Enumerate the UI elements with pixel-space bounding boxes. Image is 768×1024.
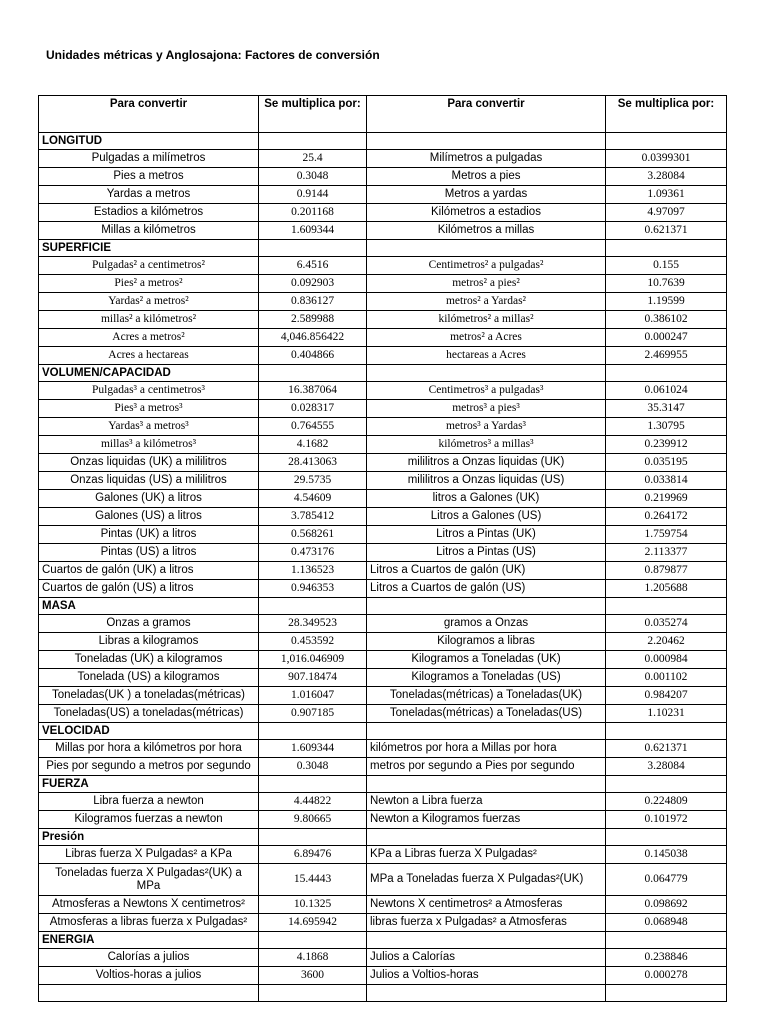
conversion-table-body [39,96,727,1002]
empty-cell [259,133,367,150]
factor-cell: 907.18474 [259,669,367,687]
from-unit-cell: Calorías a julios [39,949,259,967]
factor-cell: 0.3048 [259,758,367,776]
from-unit-cell: Galones (UK) a litros [39,490,259,508]
section-row [39,932,727,949]
empty-cell [367,985,606,1002]
to-unit-cell: Kilogramos a Toneladas (US) [367,669,606,687]
to-unit-cell: KPa a Libras fuerza X Pulgadas² [367,846,606,864]
empty-cell [367,829,606,846]
table-row [39,436,727,454]
section-row [39,829,727,846]
empty-cell [39,985,259,1002]
factor-cell: 16.387064 [259,382,367,400]
factor-cell: 0.028317 [259,400,367,418]
inverse-factor-cell: 1.205688 [606,580,727,598]
table-row [39,758,727,776]
header-multiplica-2: Se multiplica por: [606,96,727,133]
table-row [39,472,727,490]
factor-cell: 1.609344 [259,740,367,758]
to-unit-cell: metros³ a pies³ [367,400,606,418]
inverse-factor-cell: 0.000278 [606,967,727,985]
inverse-factor-cell: 0.145038 [606,846,727,864]
to-unit-cell: Metros a yardas [367,186,606,204]
table-row [39,687,727,705]
empty-cell [367,365,606,382]
table-row [39,740,727,758]
inverse-factor-cell: 10.7639 [606,275,727,293]
to-unit-cell: Newton a Kilogramos fuerzas [367,811,606,829]
inverse-factor-cell: 0.0399301 [606,150,727,168]
inverse-factor-cell: 0.061024 [606,382,727,400]
empty-row [39,985,727,1002]
to-unit-cell: mililitros a Onzas liquidas (US) [367,472,606,490]
to-unit-cell: Kilogramos a libras [367,633,606,651]
inverse-factor-cell: 0.238846 [606,949,727,967]
from-unit-cell: Atmosferas a Newtons X centimetros² [39,896,259,914]
table-row [39,329,727,347]
empty-cell [606,365,727,382]
inverse-factor-cell: 0.068948 [606,914,727,932]
from-unit-cell: Atmosferas a libras fuerza x Pulgadas² [39,914,259,932]
from-unit-cell: Onzas liquidas (UK) a mililitros [39,454,259,472]
table-row [39,222,727,240]
to-unit-cell: metros³ a Yardas³ [367,418,606,436]
from-unit-cell: Pies a metros [39,168,259,186]
header-multiplica-1: Se multiplica por: [259,96,367,133]
table-row [39,311,727,329]
table-row [39,204,727,222]
factor-cell: 3600 [259,967,367,985]
table-row [39,949,727,967]
empty-cell [259,829,367,846]
table-row [39,168,727,186]
factor-cell: 1.016047 [259,687,367,705]
to-unit-cell: Toneladas(métricas) a Toneladas(UK) [367,687,606,705]
factor-cell: 25.4 [259,150,367,168]
to-unit-cell: kilómetros por hora a Millas por hora [367,740,606,758]
empty-cell [259,240,367,257]
table-row [39,864,727,896]
inverse-factor-cell: 0.224809 [606,793,727,811]
inverse-factor-cell: 0.239912 [606,436,727,454]
from-unit-cell: Pies³ a metros³ [39,400,259,418]
inverse-factor-cell: 0.001102 [606,669,727,687]
factor-cell: 4,046.856422 [259,329,367,347]
to-unit-cell: metros² a pies² [367,275,606,293]
section-row [39,240,727,257]
factor-cell: 1,016.046909 [259,651,367,669]
to-unit-cell: Julios a Voltios-horas [367,967,606,985]
inverse-factor-cell: 3.28084 [606,168,727,186]
factor-cell: 0.836127 [259,293,367,311]
to-unit-cell: Kilogramos a Toneladas (UK) [367,651,606,669]
to-unit-cell: Litros a Pintas (US) [367,544,606,562]
to-unit-cell: Newtons X centimetros² a Atmosferas [367,896,606,914]
inverse-factor-cell: 1.19599 [606,293,727,311]
inverse-factor-cell: 0.098692 [606,896,727,914]
from-unit-cell: Pintas (US) a litros [39,544,259,562]
from-unit-cell: Yardas² a metros² [39,293,259,311]
empty-cell [606,829,727,846]
factor-cell: 4.1682 [259,436,367,454]
table-row [39,793,727,811]
to-unit-cell: MPa a Toneladas fuerza X Pulgadas²(UK) [367,864,606,896]
table-row [39,669,727,687]
empty-cell [606,240,727,257]
table-row [39,347,727,365]
table-row [39,615,727,633]
inverse-factor-cell: 0.386102 [606,311,727,329]
factor-cell: 9.80665 [259,811,367,829]
section-row [39,365,727,382]
inverse-factor-cell: 0.879877 [606,562,727,580]
table-row [39,186,727,204]
table-row [39,651,727,669]
from-unit-cell: Acres a metros² [39,329,259,347]
to-unit-cell: Litros a Galones (US) [367,508,606,526]
inverse-factor-cell: 3.28084 [606,758,727,776]
to-unit-cell: litros a Galones (UK) [367,490,606,508]
table-row [39,400,727,418]
to-unit-cell: hectareas a Acres [367,347,606,365]
from-unit-cell: Pies² a metros² [39,275,259,293]
header-para-convertir-1: Para convertir [39,96,259,133]
table-row [39,846,727,864]
factor-cell: 0.453592 [259,633,367,651]
inverse-factor-cell: 1.10231 [606,705,727,723]
factor-cell: 15.4443 [259,864,367,896]
empty-cell [367,776,606,793]
empty-cell [367,598,606,615]
table-row [39,293,727,311]
factor-cell: 4.44822 [259,793,367,811]
section-row [39,133,727,150]
to-unit-cell: kilómetros³ a millas³ [367,436,606,454]
to-unit-cell: Litros a Cuartos de galón (UK) [367,562,606,580]
empty-cell [259,932,367,949]
inverse-factor-cell: 0.264172 [606,508,727,526]
section-label: Presión [39,829,259,846]
empty-cell [259,598,367,615]
factor-cell: 0.764555 [259,418,367,436]
section-row [39,723,727,740]
to-unit-cell: libras fuerza x Pulgadas² a Atmosferas [367,914,606,932]
factor-cell: 28.413063 [259,454,367,472]
factor-cell: 1.609344 [259,222,367,240]
table-row [39,562,727,580]
empty-cell [367,932,606,949]
inverse-factor-cell: 0.000247 [606,329,727,347]
table-row [39,967,727,985]
empty-cell [606,598,727,615]
inverse-factor-cell: 1.759754 [606,526,727,544]
to-unit-cell: metros por segundo a Pies por segundo [367,758,606,776]
from-unit-cell: Pulgadas³ a centimetros³ [39,382,259,400]
factor-cell: 0.9144 [259,186,367,204]
table-row [39,580,727,598]
factor-cell: 3.785412 [259,508,367,526]
factor-cell: 0.3048 [259,168,367,186]
from-unit-cell: Toneladas(UK ) a toneladas(métricas) [39,687,259,705]
from-unit-cell: Voltios-horas a julios [39,967,259,985]
table-row [39,705,727,723]
factor-cell: 0.946353 [259,580,367,598]
table-row [39,257,727,275]
factor-cell: 2.589988 [259,311,367,329]
to-unit-cell: metros² a Acres [367,329,606,347]
from-unit-cell: Cuartos de galón (US) a litros [39,580,259,598]
empty-cell [606,932,727,949]
empty-cell [259,985,367,1002]
section-label: SUPERFICIE [39,240,259,257]
from-unit-cell: millas² a kilómetros² [39,311,259,329]
empty-cell [259,365,367,382]
table-row [39,382,727,400]
from-unit-cell: Estadios a kilómetros [39,204,259,222]
to-unit-cell: Julios a Calorías [367,949,606,967]
from-unit-cell: Tonelada (US) a kilogramos [39,669,259,687]
to-unit-cell: kilómetros² a millas² [367,311,606,329]
empty-cell [606,133,727,150]
to-unit-cell: gramos a Onzas [367,615,606,633]
section-label: ENERGIA [39,932,259,949]
factor-cell: 29.5735 [259,472,367,490]
to-unit-cell: mililitros a Onzas liquidas (UK) [367,454,606,472]
table-row [39,544,727,562]
inverse-factor-cell: 0.000984 [606,651,727,669]
to-unit-cell: Centimetros³ a pulgadas³ [367,382,606,400]
inverse-factor-cell: 0.035274 [606,615,727,633]
factor-cell: 1.136523 [259,562,367,580]
from-unit-cell: Acres a hectareas [39,347,259,365]
to-unit-cell: Kilómetros a millas [367,222,606,240]
from-unit-cell: Libras fuerza X Pulgadas² a KPa [39,846,259,864]
to-unit-cell: Toneladas(métricas) a Toneladas(US) [367,705,606,723]
section-label: VELOCIDAD [39,723,259,740]
from-unit-cell: Millas por hora a kilómetros por hora [39,740,259,758]
factor-cell: 0.201168 [259,204,367,222]
page-title: Unidades métricas y Anglosajona: Factores de conversión [46,48,380,62]
factor-cell: 10.1325 [259,896,367,914]
to-unit-cell: Milímetros a pulgadas [367,150,606,168]
to-unit-cell: Metros a pies [367,168,606,186]
from-unit-cell: Pintas (UK) a litros [39,526,259,544]
factor-cell: 14.695942 [259,914,367,932]
header-para-convertir-2: Para convertir [367,96,606,133]
factor-cell: 0.473176 [259,544,367,562]
inverse-factor-cell: 0.033814 [606,472,727,490]
factor-cell: 28.349523 [259,615,367,633]
section-label: MASA [39,598,259,615]
empty-cell [606,723,727,740]
section-row [39,776,727,793]
empty-cell [367,133,606,150]
conversion-table [38,95,727,1002]
inverse-factor-cell: 2.20462 [606,633,727,651]
inverse-factor-cell: 0.064779 [606,864,727,896]
table-row [39,150,727,168]
inverse-factor-cell: 4.97097 [606,204,727,222]
empty-cell [606,776,727,793]
to-unit-cell: Litros a Cuartos de galón (US) [367,580,606,598]
inverse-factor-cell: 0.621371 [606,222,727,240]
inverse-factor-cell: 0.101972 [606,811,727,829]
to-unit-cell: metros² a Yardas² [367,293,606,311]
inverse-factor-cell: 1.30795 [606,418,727,436]
from-unit-cell: Libra fuerza a newton [39,793,259,811]
from-unit-cell: Pies por segundo a metros por segundo [39,758,259,776]
empty-cell [606,985,727,1002]
factor-cell: 6.89476 [259,846,367,864]
to-unit-cell: Kilómetros a estadios [367,204,606,222]
inverse-factor-cell: 0.621371 [606,740,727,758]
section-label: VOLUMEN/CAPACIDAD [39,365,259,382]
inverse-factor-cell: 0.219969 [606,490,727,508]
table-row [39,896,727,914]
section-label: LONGITUD [39,133,259,150]
from-unit-cell: Pulgadas² a centimetros² [39,257,259,275]
inverse-factor-cell: 1.09361 [606,186,727,204]
table-row [39,633,727,651]
factor-cell: 0.907185 [259,705,367,723]
factor-cell: 0.092903 [259,275,367,293]
inverse-factor-cell: 0.984207 [606,687,727,705]
factor-cell: 4.1868 [259,949,367,967]
from-unit-cell: Onzas liquidas (US) a mililitros [39,472,259,490]
table-row [39,454,727,472]
empty-cell [259,776,367,793]
from-unit-cell: Yardas a metros [39,186,259,204]
from-unit-cell: Toneladas (UK) a kilogramos [39,651,259,669]
table-row [39,914,727,932]
inverse-factor-cell: 2.113377 [606,544,727,562]
inverse-factor-cell: 0.035195 [606,454,727,472]
from-unit-cell: Toneladas fuerza X Pulgadas²(UK) a MPa [39,864,259,896]
table-row [39,811,727,829]
to-unit-cell: Litros a Pintas (UK) [367,526,606,544]
table-row [39,526,727,544]
from-unit-cell: Yardas³ a metros³ [39,418,259,436]
empty-cell [367,240,606,257]
factor-cell: 6.4516 [259,257,367,275]
table-row [39,490,727,508]
inverse-factor-cell: 2.469955 [606,347,727,365]
from-unit-cell: Millas a kilómetros [39,222,259,240]
factor-cell: 0.404866 [259,347,367,365]
section-label: FUERZA [39,776,259,793]
from-unit-cell: Toneladas(US) a toneladas(métricas) [39,705,259,723]
empty-cell [367,723,606,740]
inverse-factor-cell: 35.3147 [606,400,727,418]
from-unit-cell: Pulgadas a milímetros [39,150,259,168]
to-unit-cell: Newton a Libra fuerza [367,793,606,811]
factor-cell: 0.568261 [259,526,367,544]
empty-cell [259,723,367,740]
from-unit-cell: Galones (US) a litros [39,508,259,526]
factor-cell: 4.54609 [259,490,367,508]
to-unit-cell: Centimetros² a pulgadas² [367,257,606,275]
table-row [39,275,727,293]
from-unit-cell: Cuartos de galón (UK) a litros [39,562,259,580]
from-unit-cell: Kilogramos fuerzas a newton [39,811,259,829]
section-row [39,598,727,615]
table-row [39,508,727,526]
from-unit-cell: Libras a kilogramos [39,633,259,651]
table-header-row [39,96,727,133]
from-unit-cell: Onzas a gramos [39,615,259,633]
from-unit-cell: millas³ a kilómetros³ [39,436,259,454]
inverse-factor-cell: 0.155 [606,257,727,275]
table-row [39,418,727,436]
